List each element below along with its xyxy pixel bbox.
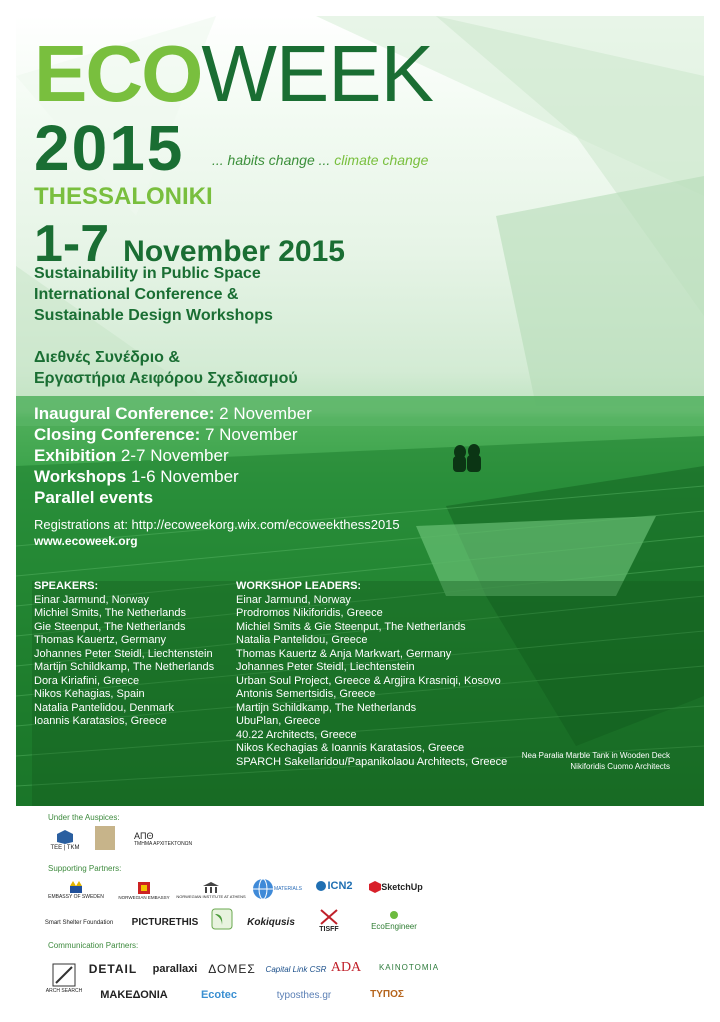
schedule-key: Closing Conference: [34,425,201,444]
list-item: Urban Soul Project, Greece & Argjira Krasniqi, Kosovo [236,674,501,687]
dates-range: 1-7 [34,215,110,273]
list-item: 40.22 Architects, Greece [236,728,357,741]
temple-icon [202,882,220,894]
logo-label: ΔΟΜΕΣ [208,962,256,976]
workshop-leaders-list [236,580,507,769]
list-item: Thomas Kauertz & Anja Markwart, Germany [236,647,452,660]
parallaxi-logo[interactable] [148,960,202,978]
kokiqusis-logo[interactable] [248,912,294,932]
embassy-sweden-logo[interactable] [46,876,106,904]
sketchup-logo[interactable] [366,878,426,896]
typos-logo[interactable] [364,984,410,1004]
atom-icon [315,880,327,892]
list-item: Gie Steenput, The Netherlands [34,620,186,633]
ada-logo[interactable] [326,958,366,978]
list-item: Prodromos Nikiforidis, Greece [236,607,383,619]
tee-icon [56,829,74,845]
logo-label: typosthes.gr [276,989,332,1001]
ecotec-logo[interactable] [186,986,252,1004]
logo-label: ΜΑΚΕΔΟΝΙΑ [100,989,168,1001]
logo-label: NORWEGIAN EMBASSY [118,894,170,900]
list-item: Ioannis Karatasios, Greece [34,715,167,727]
logo-label: Capital Link CSR [265,964,327,974]
city-name: THESSALONIKI [34,183,213,210]
list-item: Johannes Peter Steidl, Liechtenstein [236,661,415,673]
schedule-row [34,487,312,508]
communication-label: Communication Partners: [48,941,139,950]
subtitle-greek [34,347,298,389]
detail-logo[interactable] [88,960,138,978]
photo-caption [480,750,670,772]
list-item: Martijn Schildkamp, The Netherlands [236,701,417,714]
crown-icon [68,880,84,894]
icn2-logo[interactable] [306,872,362,900]
list-item: Johannes Peter Steidl, Liechtenstein [34,647,213,660]
logo-label: PICTURETHIS [131,916,199,928]
subtitle-english [34,263,273,326]
logo-label: ΑΠΘ [134,831,154,841]
title-week: WEEK [201,29,433,118]
schedule-row [34,445,312,466]
globe-icon [252,878,274,900]
pencil-icon [51,962,77,988]
cube-icon [369,881,381,893]
list-item: Thomas Kauertz, Germany [34,634,167,646]
logo-label: TISFF [319,925,339,933]
ecoengineer-logo[interactable] [364,906,424,934]
schedule-key: Workshops [34,467,127,486]
schedule-value: 2 November [214,404,312,423]
ecoweek-title [34,29,433,118]
plant-icon [211,908,233,932]
archsearch-logo[interactable] [46,956,82,1000]
logo-label: EcoEngineer [371,921,417,931]
caption-line: Nikiforidis Cuomo Architects [570,762,670,771]
logo-label: NORWEGIAN INSTITUTE AT ATHENS [176,893,246,899]
tagline-a: ... habits change [212,152,315,168]
schedule-row [34,424,312,445]
subtitle-line: Εργαστήρια Αειφόρου Σχεδιασμού [34,370,298,387]
auspices-label: Under the Auspices: [48,813,120,822]
lion-icon [137,881,151,895]
tagline [212,152,428,168]
list-item: Michiel Smits & Gie Steenput, The Netherlands [236,620,466,633]
list-item: Martijn Schildkamp, The Netherlands [34,661,215,673]
logo-label: TEE | TKM [50,845,80,851]
agriculture-logo[interactable] [208,906,236,934]
logo-label: ARCH SEARCH [45,988,83,994]
list-item: Antonis Semertsidis, Greece [236,688,376,700]
logo-label: Smart Shelter Foundation [44,920,114,926]
domes-logo[interactable] [206,960,258,978]
list-item: Einar Jarmund, Norway [236,593,351,606]
tisff-logo[interactable] [308,904,350,936]
dates-month: November 2015 [123,235,345,268]
leaders-heading: WORKSHOP LEADERS: [236,580,362,592]
title-year: 2015 [34,112,185,184]
title-eco: ECO [34,29,202,118]
schedule-key: Exhibition [34,446,117,465]
list-item: Natalia Pantelidou, Greece [236,634,368,646]
tagline-separator: ... [318,152,331,168]
tee-logo[interactable] [50,826,80,854]
auth-architecture-logo[interactable] [134,826,194,852]
bulb-icon [389,910,399,922]
list-item: Michiel Smits, The Netherlands [34,607,187,619]
caption-line: Nea Paralia Marble Tank in Wooden Deck [521,751,670,760]
subtitle-line: Sustainability in Public Space [34,265,261,282]
capital-link-logo[interactable] [265,954,327,984]
list-item: Einar Jarmund, Norway [34,593,149,606]
logo-label: SketchUp [381,882,423,892]
logo-label: EMBASSY OF SWEDEN [48,894,104,900]
website-link[interactable]: www.ecoweek.org [34,534,138,548]
logo-label: ADA [330,960,362,975]
schedule-key: Inaugural Conference: [34,404,215,423]
list-item: Nikos Kechagias & Ioannis Karatasios, Greece [236,742,465,754]
logo-label: Ecotec [200,989,238,1001]
typosthes-logo[interactable] [264,986,344,1004]
schedule-value: 2-7 November [116,446,229,465]
logo-label: ICN2 [327,880,353,892]
tagline-b: climate change [334,152,429,168]
logo-label: Kokiqusis [247,916,295,928]
registration-link[interactable]: Registrations at: http://ecoweekorg.wix.com/ecoweekthess2015 [34,517,400,532]
logo-label: parallaxi [152,963,198,975]
picturethis-logo[interactable] [130,912,200,932]
subtitle-line: Διεθνές Συνέδριο & [34,349,180,366]
logo-label: MATERIALS [274,886,302,892]
list-item: SPARCH Sakellaridou/Papanikolaou Architects, Greece [236,755,508,768]
subtitle-line: International Conference & [34,286,239,303]
logo-label: KAINOTOMIA [378,962,440,972]
list-item: UbuPlan, Greece [236,715,321,727]
auth-seal-logo[interactable] [95,826,115,850]
logo-label: ΤΜΗΜΑ ΑΡΧΙΤΕΚΤΟΝΩΝ [134,841,193,847]
schedule-row [34,466,312,487]
schedule-row [34,403,312,424]
subtitle-line: Sustainable Design Workshops [34,307,273,324]
logo-label: DETAIL [88,962,138,976]
smart-shelter-logo[interactable] [46,914,112,932]
schedule-value: 1-6 November [126,467,239,486]
scissors-icon [318,908,340,926]
list-item: Dora Kiriafini, Greece [34,674,140,687]
schedule [34,403,312,508]
norwegian-embassy-logo[interactable] [116,876,172,904]
list-item: Natalia Pantelidou, Denmark [34,701,175,714]
list-item: Nikos Kehagias, Spain [34,688,145,700]
kainotomia-logo[interactable] [376,958,442,976]
speakers-heading: SPEAKERS: [34,580,99,592]
makedonia-logo[interactable] [88,986,180,1004]
norwegian-institute-logo[interactable] [178,876,244,904]
materials-logo[interactable] [254,870,300,908]
logo-label: ΤΥΠΟΣ [370,988,404,1000]
schedule-value: 7 November [200,425,298,444]
speakers-list [34,580,214,729]
schedule-key: Parallel events [34,488,154,507]
supporting-label: Supporting Partners: [48,864,122,873]
